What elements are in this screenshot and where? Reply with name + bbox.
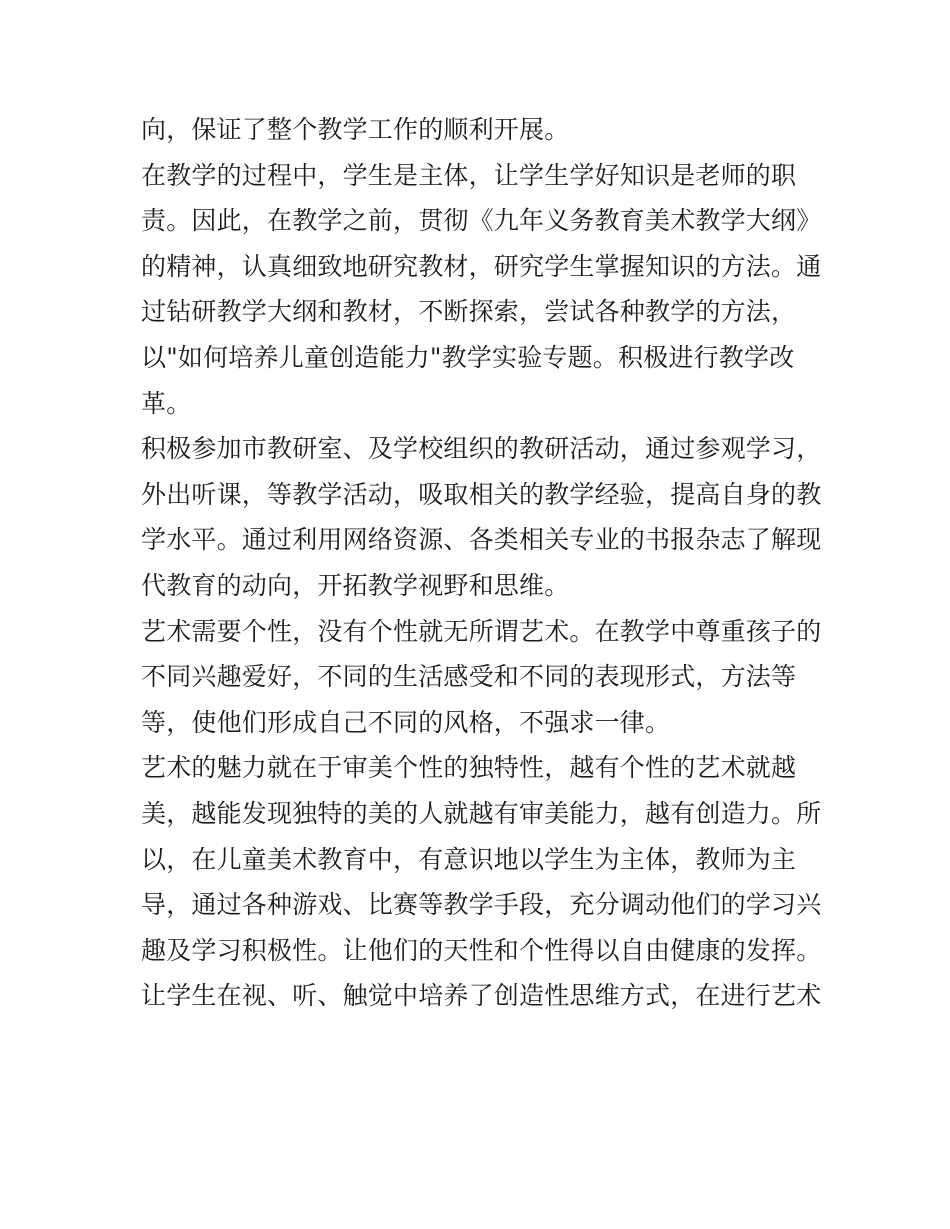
text-line: 让学生在视、听、触觉中培养了创造性思维方式，在进行艺术	[141, 981, 822, 1011]
text-line: 美，越能发现独特的美的人就越有审美能力，越有创造力。所	[141, 798, 822, 828]
text-line: 外出听课，等教学活动，吸取相关的教学经验，提高自身的教	[141, 479, 822, 509]
text-line: 导，通过各种游戏、比赛等教学手段，充分调动他们的学习兴	[141, 890, 822, 920]
text-line: 的精神，认真细致地研究教材，研究学生掌握知识的方法。通	[141, 251, 822, 281]
text-line: 以，在儿童美术教育中，有意识地以学生为主体，教师为主	[141, 844, 797, 874]
text-line: 过钻研教学大纲和教材，不断探索，尝试各种教学的方法，	[141, 297, 797, 327]
text-line: 以"如何培养儿童创造能力"教学实验专题。积极进行教学改	[141, 342, 795, 372]
text-line: 积极参加市教研室、及学校组织的教研活动，通过参观学习，	[141, 434, 822, 464]
text-line: 革。	[141, 388, 192, 418]
text-line: 代教育的动向，开拓教学视野和思维。	[141, 570, 570, 600]
text-line: 学水平。通过利用网络资源、各类相关专业的书报杂志了解现	[141, 525, 822, 555]
text-line: 趣及学习积极性。让他们的天性和个性得以自由健康的发挥。	[141, 935, 822, 965]
text-line: 艺术需要个性，没有个性就无所谓艺术。在教学中尊重孩子的	[141, 616, 822, 646]
text-line: 等，使他们形成自己不同的风格，不强求一律。	[141, 707, 671, 737]
text-line: 向，保证了整个教学工作的顺利开展。	[141, 115, 570, 144]
text-line: 在教学的过程中，学生是主体，让学生学好知识是老师的职	[141, 160, 797, 190]
text-line: 责。因此，在教学之前，贯彻《九年义务教育美术教学大纲》	[141, 206, 822, 236]
text-line: 艺术的魅力就在于审美个性的独特性，越有个性的艺术就越	[141, 753, 797, 783]
body-text	[141, 107, 821, 1019]
text-line: 不同兴趣爱好，不同的生活感受和不同的表现形式，方法等	[141, 662, 797, 692]
